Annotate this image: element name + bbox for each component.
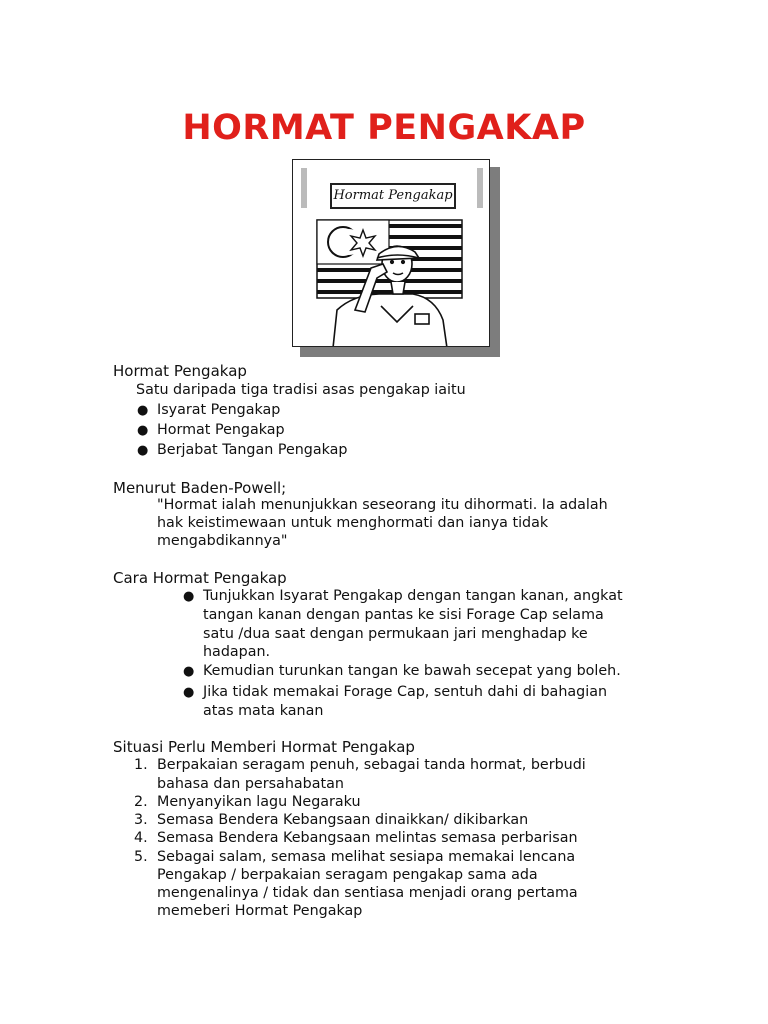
list-number: 5. [134, 849, 148, 865]
list-item-line: Semasa Bendera Kebangsaan melintas semasa perbarisan [157, 830, 578, 846]
list-item: Berjabat Tangan Pengakap [157, 442, 348, 458]
list-number: 4. [134, 830, 148, 846]
list-item-line: atas mata kanan [203, 703, 324, 719]
list-number: 1. [134, 757, 148, 773]
list-item-line: Sebagai salam, semasa melihat sesiapa memakai lencana [157, 849, 576, 865]
list-item-line: hadapan. [203, 644, 271, 660]
list-item-line: bahasa dan persahabatan [157, 776, 344, 792]
list-number: 2. [134, 794, 148, 810]
bullet-icon: ● [137, 403, 149, 418]
list-item-line: satu /dua saat dengan permukaan jari menghadap ke [203, 626, 588, 642]
list-item-line: Jika tidak memakai Forage Cap, sentuh dahi di bahagian [203, 684, 608, 700]
list-item-line: Semasa Bendera Kebangsaan dinaikkan/ dikibarkan [157, 812, 529, 828]
bullet-icon: ● [183, 589, 195, 604]
section-heading-menurut: Menurut Baden-Powell; [113, 479, 287, 497]
quote-line: "Hormat ialah menunjukkan seseorang itu dihormati. Ia adalah [157, 497, 608, 513]
list-number: 3. [134, 812, 148, 828]
list-item-line: tangan kanan dengan pantas ke sisi Forage Cap selama [203, 607, 604, 623]
list-item: Hormat Pengakap [157, 422, 285, 438]
section-heading-situasi: Situasi Perlu Memberi Hormat Pengakap [113, 738, 415, 756]
bullet-icon: ● [137, 443, 149, 458]
section-heading-cara: Cara Hormat Pengakap [113, 569, 287, 587]
section-heading-hormat-pengakap: Hormat Pengakap [113, 362, 247, 380]
list-item-line: memeberi Hormat Pengakap [157, 903, 363, 919]
bullet-icon: ● [183, 664, 195, 679]
bullet-icon: ● [183, 685, 195, 700]
section1-intro: Satu daripada tiga tradisi asas pengakap iaitu [136, 382, 466, 398]
list-item-line: Tunjukkan Isyarat Pengakap dengan tangan kanan, angkat [203, 588, 623, 604]
bullet-icon: ● [137, 423, 149, 438]
list-item-line: Menyanyikan lagu Negaraku [157, 794, 361, 810]
list-item-line: Berpakaian seragam penuh, sebagai tanda hormat, berbudi [157, 757, 586, 773]
list-item: Isyarat Pengakap [157, 402, 281, 418]
list-item-line: mengenalinya / tidak dan sentiasa menjadi orang pertama [157, 885, 578, 901]
list-item-line: Pengakap / berpakaian seragam pengakap sama ada [157, 867, 538, 883]
page-title: HORMAT PENGAKAP [182, 108, 586, 148]
list-item-line: Kemudian turunkan tangan ke bawah secepat yang boleh. [203, 663, 621, 679]
figure-caption: Hormat Pengakap [330, 183, 456, 209]
quote-line: mengabdikannya" [157, 533, 288, 549]
quote-line: hak keistimewaan untuk menghormati dan ianya tidak [157, 515, 549, 531]
